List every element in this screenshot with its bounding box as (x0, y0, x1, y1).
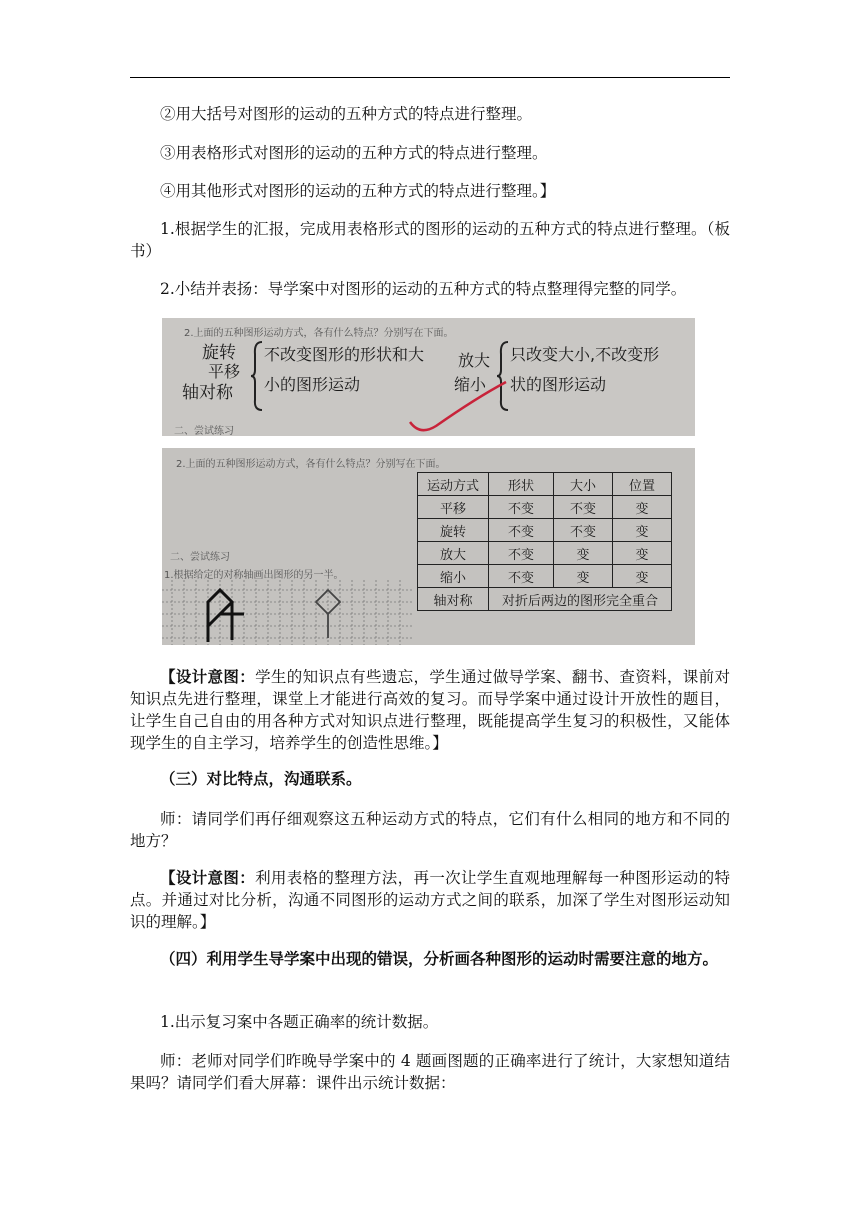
table-row: 缩小 不变 变 变 (418, 565, 672, 588)
header-rule (130, 77, 730, 78)
table-row: 平移 不变 不变 变 (418, 496, 672, 519)
section-heading-4: （四）利用学生导学案中出现的错误，分析画各种图形的运动时需要注意的地方。 (160, 949, 719, 968)
photo-top-brace-notes: 2.上面的五种图形运动方式，各有什么特点？分别写在下面。 旋转 平移 轴对称 不改变图形的形状和大小的图形运动 放大 缩小 只改变大小,不改变形状的图形运动 二、尝试练习 (162, 318, 695, 436)
paragraph-teacher-statistics: 师：老师对同学们昨晚导学案中的 4 题画图题的正确率进行了统计，大家想知道结果吗？请同学们看大屏幕：课件出示统计数据： (130, 1052, 730, 1092)
paragraph-method-brace: ②用大括号对图形的运动的五种方式的特点进行整理。 (160, 105, 533, 123)
student-work-photo (162, 318, 695, 645)
section-heading-3: （三）对比特点，沟通联系。 (160, 769, 362, 788)
handwritten-feature-table (417, 472, 672, 611)
paragraph-design-intent-1: 【设计意图：学生的知识点有些遗忘，学生通过做导学案、翻书、查资料，课前对知识点先进行整理，课堂上才能进行高效的复习。而导学案中通过设计开放性的题目，让学生自己自由的用各种方式对知识点进行整理，既能提高学生复习的积极性，又能体现学生的自主学习，培养学生的创造性思维。】 (130, 667, 730, 752)
paragraph-step-2: 2.小结并表扬：导学案中对图形的运动的五种方式的特点整理得完整的同学。 (160, 280, 687, 298)
paragraph-method-table: ③用表格形式对图形的运动的五种方式的特点进行整理。 (160, 144, 548, 162)
table-row: 运动方式 形状 大小 位置 (418, 473, 672, 496)
photo-bottom-table-notes: 2.上面的五种图形运动方式，各有什么特点？分别写在下面。 运动方式 形状 大小 位置 平移 不变 不变 变 旋转 不变 不变 变 放大 不变 变 变 缩小 不变 变 变 轴对称 对折后两边的图形完全重合 二、尝试练习 1.根据给定的对称轴画出图形的另一半。 (162, 448, 695, 645)
table-row: 轴对称 对折后两边的图形完全重合 (418, 588, 672, 611)
paragraph-method-other: ④用其他形式对图形的运动的五种方式的特点进行整理。】 (160, 182, 556, 200)
grid-drawing-icon (162, 580, 412, 645)
paragraph-statistics-step: 1.出示复习案中各题正确率的统计数据。 (160, 1013, 439, 1031)
table-row: 放大 不变 变 变 (418, 542, 672, 565)
check-mark-icon (406, 378, 516, 433)
paragraph-teacher-question: 师：请同学们再仔细观察这五种运动方式的特点，它们有什么相同的地方和不同的地方？ (130, 810, 730, 850)
paragraph-step-1: 1.根据学生的汇报，完成用表格形式的图形的运动的五种方式的特点进行整理。（板书） (130, 220, 730, 260)
paragraph-design-intent-2: 【设计意图：利用表格的整理方法，再一次让学生直观地理解每一种图形运动的特点。并通过对比分析，沟通不同图形的运动方式之间的联系，加深了学生对图形运动知识的理解。】 (130, 868, 730, 931)
table-row: 旋转 不变 不变 变 (418, 519, 672, 542)
brace-left-icon (250, 340, 264, 412)
